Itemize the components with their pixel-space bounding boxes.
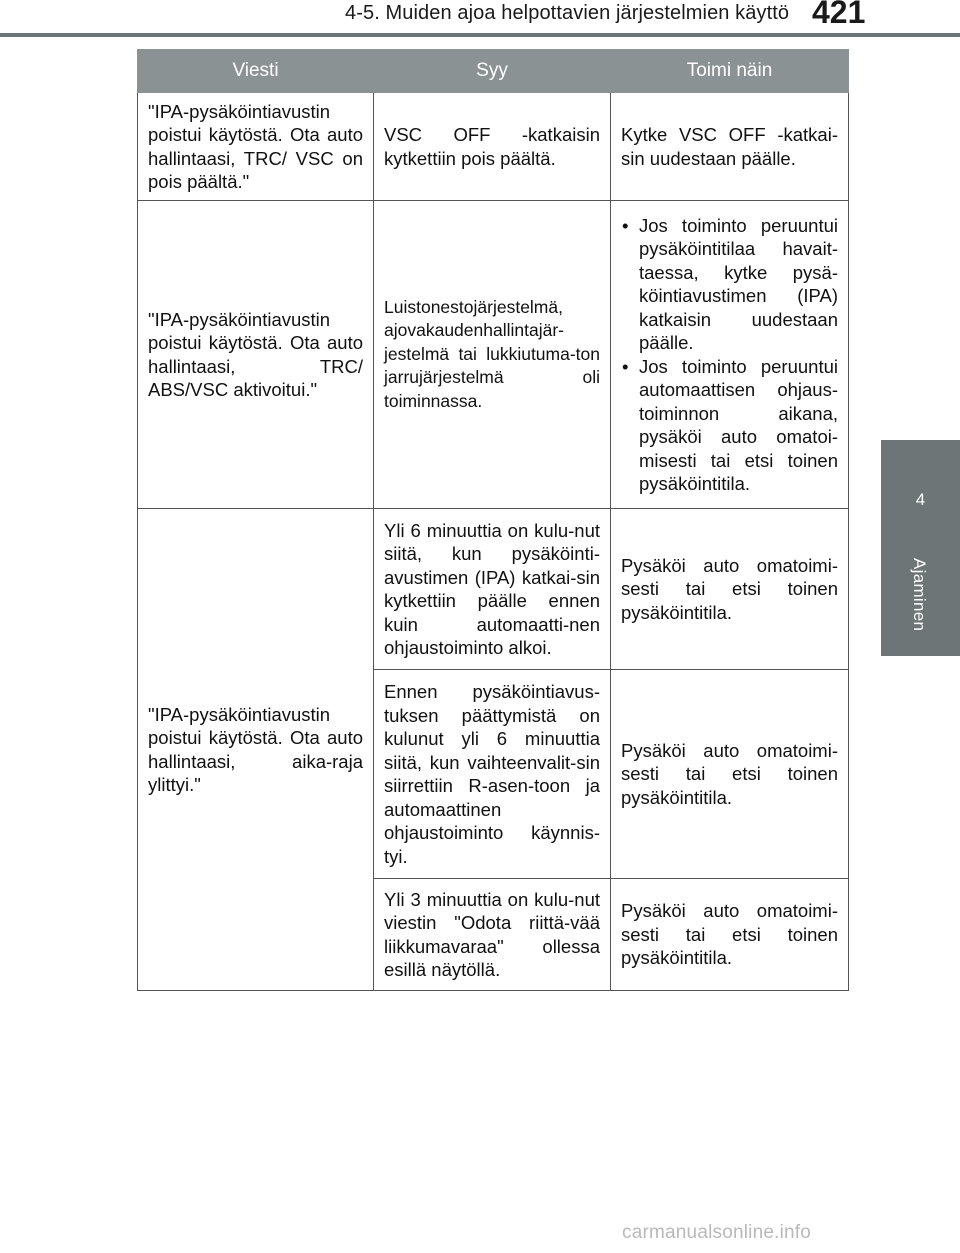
chapter-number: 4	[915, 490, 926, 509]
cause-cell: Luistonestojärjestelmä, ajovakaudenhallintajär-jestelmä tai lukkiutuma-ton jarrujärjestelmä oli toiminnassa.	[374, 201, 611, 509]
action-cell: Kytke VSC OFF -katkai-sin uudestaan päälle.	[611, 93, 849, 201]
message-table	[137, 49, 849, 991]
table-row	[138, 201, 849, 509]
action-cell: Pysäköi auto omatoimi-sesti tai etsi toinen pysäköintitila.	[611, 879, 849, 991]
column-header-action: Toimi näin	[611, 50, 849, 93]
cause-cell: Ennen pysäköintiavus-tuksen päättymistä on kulunut yli 6 minuuttia siitä, kun vaihteenvalit-sin siirrettiin R-asen-toon ja automaattinen ohjaustoiminto käynnis-tyi.	[374, 670, 611, 879]
chapter-label: Ajaminen	[910, 558, 929, 632]
action-cell	[611, 201, 849, 509]
column-header-cause: Syy	[374, 50, 611, 93]
list-item: • Jos toiminto peruuntui pysäköintitilaa havait-taessa, kytke pysä-köintiavustimen (IPA) katkaisin uudestaan päälle.	[621, 214, 838, 355]
page-number: 421	[812, 0, 866, 30]
watermark: carmanualsonline.info	[622, 1222, 812, 1243]
column-header-message: Viesti	[138, 50, 374, 93]
cause-cell: VSC OFF -katkaisin kytkettiin pois päältä.	[374, 93, 611, 201]
cause-cell: Yli 6 minuuttia on kulu-nut siitä, kun pysäköinti-avustimen (IPA) katkai-sin kytkettiin päälle ennen kuin automaatti-nen ohjaustoiminto alkoi.	[374, 509, 611, 670]
header-divider	[0, 33, 960, 37]
message-cell: "IPA-pysäköintiavustin poistui käytöstä. Ota auto hallintaasi, aika-raja ylittyi."	[138, 509, 374, 991]
table-header-row	[138, 50, 849, 93]
action-bullet-list	[621, 214, 838, 496]
message-cell: "IPA-pysäköintiavustin poistui käytöstä. Ota auto hallintaasi, TRC/ VSC on pois päältä."	[138, 93, 374, 201]
chapter-side-tab	[881, 440, 960, 656]
cause-cell: Yli 3 minuuttia on kulu-nut viestin "Odota riittä-vää liikkumavaraa" ollessa esillä näytöllä.	[374, 879, 611, 991]
table-row	[138, 93, 849, 201]
list-item: • Jos toiminto peruuntui automaattisen ohjaus-toiminnon aikana, pysäköi auto omatoi-misesti tai etsi toinen pysäköintitila.	[621, 355, 838, 496]
table-row	[138, 509, 849, 670]
section-title: 4-5. Muiden ajoa helpottavien järjestelmien käyttö	[345, 2, 790, 24]
action-cell: Pysäköi auto omatoimi-sesti tai etsi toinen pysäköintitila.	[611, 670, 849, 879]
message-cell: "IPA-pysäköintiavustin poistui käytöstä. Ota auto hallintaasi, TRC/ ABS/VSC aktivoitui."	[138, 201, 374, 509]
action-cell: Pysäköi auto omatoimi-sesti tai etsi toinen pysäköintitila.	[611, 509, 849, 670]
